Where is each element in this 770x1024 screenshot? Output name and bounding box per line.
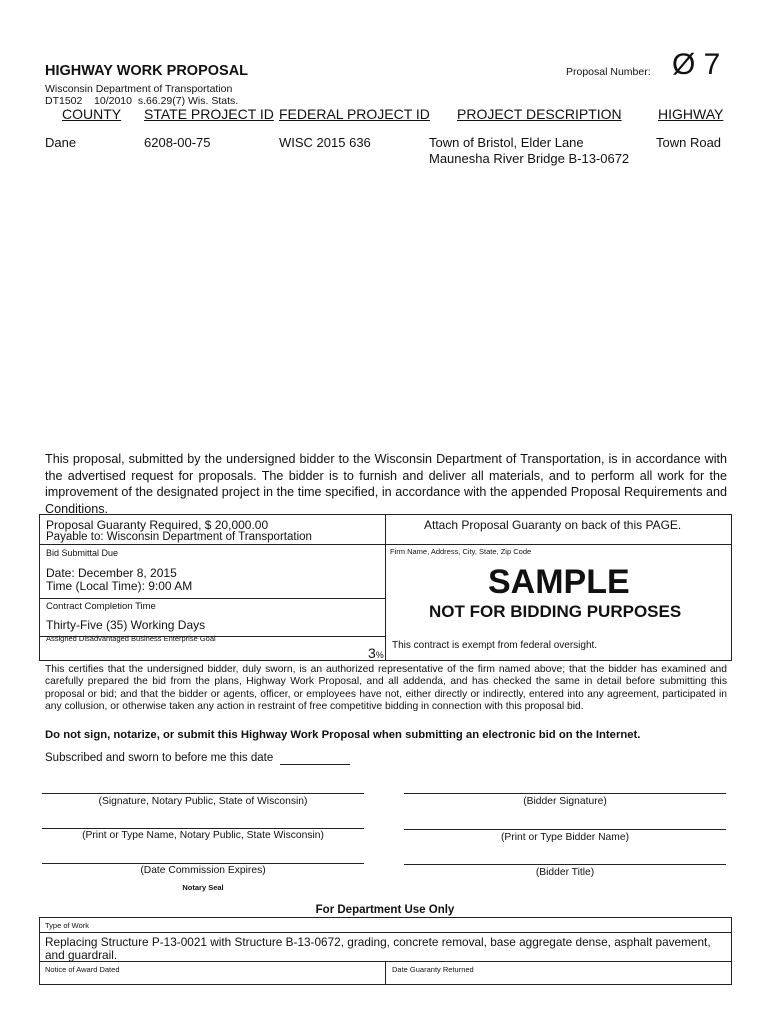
- county-value: Dane: [45, 135, 77, 150]
- highway-value: Town Road: [656, 135, 722, 150]
- commission-expires-line[interactable]: [42, 863, 364, 864]
- intro-paragraph: This proposal, submitted by the undersigned bidder to the Wisconsin Department of Transportation, is in accordance with the advertised request for proposals. The bidder is to furnish and deliver all materials, and to perform all work for the improvement of the designated project in the time specified, in accordance with the appended Proposal Requirements and Conditions.: [45, 452, 727, 516]
- federal-oversight-note: This contract is exempt from federal oversight.: [392, 640, 598, 651]
- certification-paragraph: This certifies that the undersigned bidder, duly sworn, is an authorized representative of the firm named above; that the bidder has examined and carefully prepared the bid from the plans, Highway Work Proposal, and all addenda, and has checked the same in detail before submitting this proposal or bid; and that the bidder or agents, officer, or employees have not, either directly or indirectly, entered into any agreement, participated in any collusion, or otherwise taken any action in restraint of free competitive bidding in connection with this proposal bid.: [45, 664, 727, 712]
- proposal-number: Ø 7: [672, 48, 721, 81]
- notary-seal-label: Notary Seal: [182, 883, 224, 892]
- divider: [40, 598, 385, 599]
- subscribed-sworn-text: [45, 752, 350, 765]
- type-of-work-label: Type of Work: [45, 921, 90, 930]
- notary-signature-caption: (Signature, Notary Public, State of Wisconsin): [98, 796, 308, 807]
- column-header-federal-project-id: FEDERAL PROJECT ID: [279, 106, 430, 122]
- payable-to: Payable to: Wisconsin Department of Transportation: [46, 531, 312, 543]
- divider: [385, 544, 732, 545]
- attach-guaranty-note: Attach Proposal Guaranty on back of this PAGE.: [424, 518, 682, 532]
- bidder-name-caption: (Print or Type Bidder Name): [501, 832, 629, 843]
- form-number: DT1502 10/2010 s.66.29(7) Wis. Stats.: [45, 95, 239, 107]
- firm-name-label: Firm Name, Address, City, State, Zip Code: [390, 547, 532, 556]
- notary-signature-line[interactable]: [42, 793, 364, 794]
- guaranty-required: Proposal Guaranty Required, $ 20,000.00: [46, 518, 269, 532]
- bid-date: Date: December 8, 2015: [46, 566, 177, 580]
- dbe-goal-value: [368, 645, 384, 661]
- notary-name-line[interactable]: [42, 828, 364, 829]
- sworn-label: Subscribed and sworn to before me this date: [45, 752, 274, 764]
- dbe-goal-label: Assigned Disadvantaged Business Enterprise Goal: [46, 634, 216, 643]
- dbe-goal-number: 3: [368, 645, 376, 661]
- agency-info: [45, 83, 238, 107]
- electronic-bid-warning: Do not sign, notarize, or submit this Highway Work Proposal when submitting an electronic bid on the Internet.: [45, 729, 641, 741]
- project-description-value: [429, 135, 629, 167]
- bidder-signature-line[interactable]: [404, 793, 726, 794]
- divider: [385, 515, 386, 661]
- column-header-county: COUNTY: [62, 106, 122, 122]
- date-guaranty-returned-label: Date Guaranty Returned: [392, 965, 474, 974]
- description-line-1: Town of Bristol, Elder Lane: [429, 135, 584, 150]
- not-for-bidding-watermark: NOT FOR BIDDING PURPOSES: [429, 602, 682, 621]
- bidder-name-line[interactable]: [404, 829, 726, 830]
- bid-info-box: [39, 514, 732, 661]
- bid-submittal-due-label: Bid Submittal Due: [46, 548, 119, 558]
- percent-sign: %: [375, 650, 384, 660]
- divider: [385, 961, 386, 985]
- federal-project-id-value: WISC 2015 636: [279, 135, 371, 150]
- notice-of-award-label: Notice of Award Dated: [45, 965, 120, 974]
- notary-name-caption: (Print or Type Name, Notary Public, State Wisconsin): [82, 830, 324, 841]
- column-header-state-project-id: STATE PROJECT ID: [144, 106, 274, 122]
- sample-watermark: SAMPLE: [488, 563, 630, 601]
- completion-time-label: Contract Completion Time: [46, 601, 156, 612]
- bid-time: Time (Local Time): 9:00 AM: [46, 579, 193, 593]
- description-line-2: Maunesha River Bridge B-13-0672: [429, 151, 630, 166]
- bidder-title-caption: (Bidder Title): [535, 867, 595, 878]
- agency-name: Wisconsin Department of Transportation: [45, 83, 233, 95]
- bidder-title-line[interactable]: [404, 864, 726, 865]
- divider: [40, 544, 385, 545]
- column-header-project-description: PROJECT DESCRIPTION: [457, 106, 622, 122]
- proposal-number-label: Proposal Number:: [566, 66, 651, 78]
- bidder-signature-caption: (Bidder Signature): [523, 796, 607, 807]
- document-title: HIGHWAY WORK PROPOSAL: [45, 63, 249, 79]
- column-header-highway: HIGHWAY: [658, 106, 724, 122]
- type-of-work-value: Replacing Structure P-13-0021 with Structure B-13-0672, grading, concrete removal, base aggregate dense, asphalt pavement, and guardrail.: [45, 935, 711, 962]
- completion-time-value: Thirty-Five (35) Working Days: [46, 618, 206, 632]
- commission-expires-caption: (Date Commission Expires): [140, 865, 266, 876]
- sworn-date-blank[interactable]: [280, 752, 350, 765]
- department-use-box: [39, 917, 732, 985]
- divider: [40, 932, 731, 933]
- state-project-id-value: 6208-00-75: [144, 135, 211, 150]
- department-use-heading: For Department Use Only: [315, 904, 455, 916]
